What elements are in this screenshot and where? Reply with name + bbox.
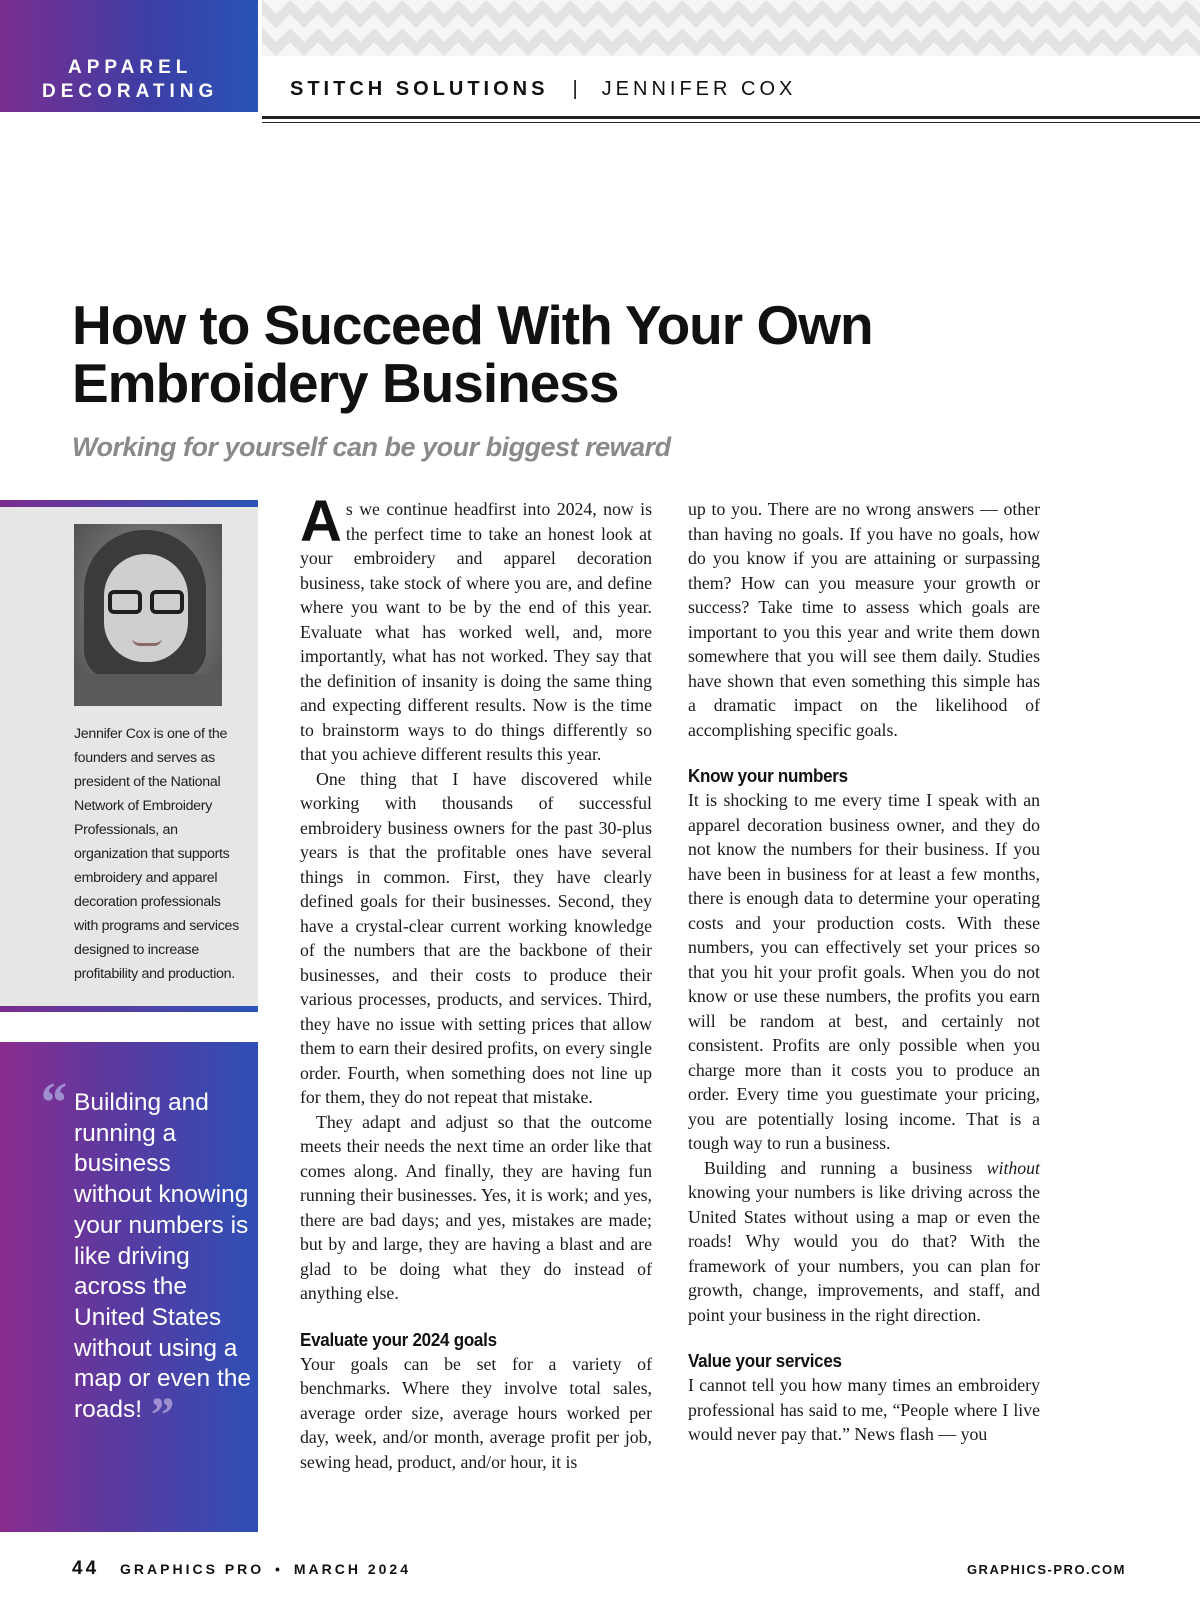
article-subtitle: Working for yourself can be your biggest reward bbox=[72, 432, 671, 462]
paragraph: I cannot tell you how many times an embroidery professional has said to me, “People where I live would never pay that.” News flash — you bbox=[688, 1375, 1040, 1444]
section-heading: Value your services bbox=[688, 1350, 842, 1371]
column-author: JENNIFER COX bbox=[601, 78, 797, 100]
column-separator: | bbox=[572, 78, 582, 100]
bio-bottom-rule bbox=[0, 1006, 258, 1012]
website-link[interactable]: GRAPHICS-PRO.COM bbox=[966, 1562, 1126, 1577]
paragraph: Your goals can be set for a variety of benchmarks. Where they involve total sales, average order size, average hours worked per day, week, and/or month, average profit per job, sewing head, product, and/or hour, it is bbox=[300, 1353, 652, 1472]
article-title-line2: Embroidery Business bbox=[72, 352, 619, 414]
author-bio: Jennifer Cox is one of the founders and serves as president of the National Network of Embroidery Professionals, an organization that supports embroidery and apparel decoration professionals with programs and services designed to increase profitability and production. bbox=[74, 726, 239, 982]
paragraph: It is shocking to me every time I speak with an apparel decoration business owner, and they do not know the numbers for their business. If you have been in business for at least a few months, there is enough data to determine your operating costs and your production costs. With these numbers, you can effectively set your prices so that you hit your profit goals. When you do not know or use these numbers, the profits you earn will be random at best, and certainly not consistent. Profits are only possible when you charge more than it costs you to produce an order. Every time you guestimate your pricing, you are potentially losing income. That is a tough way to run a business. bbox=[688, 790, 1040, 1153]
body-column-2 bbox=[688, 497, 1040, 1447]
pull-quote-body bbox=[74, 1088, 252, 1443]
paragraph-text: Building and running a business bbox=[704, 1157, 987, 1178]
section-tag-line2: DECORATING bbox=[42, 81, 219, 102]
drop-cap: A bbox=[300, 489, 342, 554]
header-pattern bbox=[262, 0, 1200, 56]
paragraph: up to you. There are no wrong answers — other than having no goals. If you have no goals, how do you know if you are attaining or surpassing them? How can you measure your growth or success? Take time to assess which goals are important to you this year and write them down somewhere that you will see them daily. Studies have shown that even something this simple has a dramatic impact on the likelihood of accomplishing specific goals. bbox=[688, 499, 1040, 740]
article-title-line1: How to Succeed With Your Own bbox=[72, 294, 873, 356]
section-tag bbox=[0, 0, 258, 112]
paragraph bbox=[688, 1156, 1040, 1328]
paragraph: One thing that I have discovered while working with thousands of successful embroidery business owners for the past 30-plus years is that the profitable ones have several things in common. First, they have clearly defined goals for their businesses. Second, they have a crystal-clear current working knowledge of the numbers that are the backbone of their businesses, and their costs to produce their various processes, products, and services. Third, they have no issue with setting prices that allow them to earn their desired profits, on every single order. Fourth, when something does not line up for them, they do not repeat that mistake. bbox=[300, 768, 652, 1107]
article-title bbox=[72, 296, 1072, 412]
section-heading: Evaluate your 2024 goals bbox=[300, 1328, 497, 1350]
publication-name: GRAPHICS PRO bbox=[120, 1561, 265, 1577]
pull-quote bbox=[0, 1042, 258, 1532]
paragraph: They adapt and adjust so that the outcome meets their needs the next time an order like that comes along. And finally, they are having fun running their businesses. Yes, it is work; and yes, there are bad days; and yes, mistakes are made; but by and large, they are having a blast and are glad to be doing what they do instead of anything else. bbox=[300, 1111, 652, 1303]
paragraph-text: s we continue headfirst into 2024, now is the perfect time to take an honest look at your embroidery and apparel decoration business, take stock of where you are, and define where you want to be by the end of this year. Evaluate what has worked well, and, more importantly, what has not worked. They say that the definition of insanity is doing the same thing and expecting different results. Now is the time to brainstorm ways to do things differently so that you achieve different results this year. bbox=[300, 499, 652, 764]
author-photo bbox=[74, 524, 222, 706]
paragraph bbox=[300, 489, 652, 767]
column-series: STITCH SOLUTIONS bbox=[290, 78, 549, 100]
author-bio-box bbox=[0, 500, 258, 1012]
issue-date: MARCH 2024 bbox=[293, 1561, 411, 1577]
header-rule-thin bbox=[262, 122, 1200, 123]
emphasis-text: without bbox=[986, 1157, 1040, 1178]
folio-bullet: • bbox=[275, 1561, 283, 1577]
body-column-1 bbox=[300, 489, 652, 1474]
folio bbox=[72, 1558, 411, 1582]
close-quote-icon: ” bbox=[148, 1386, 174, 1443]
pull-quote-text: Building and running a business without knowing your numbers is like driving across the United States without using a map or even the roads! bbox=[74, 1089, 252, 1424]
header-rule-thick bbox=[262, 116, 1200, 119]
open-quote-icon: “ bbox=[38, 1072, 66, 1134]
bio-top-rule bbox=[0, 500, 258, 507]
paragraph-text: knowing your numbers is like driving across the United States without using a map or even the roads! Why would you do that? With the framework of your numbers, you can plan for growth, change, improvements, and staff, and point your business in the right direction. bbox=[688, 1182, 1040, 1325]
column-header bbox=[290, 78, 796, 108]
section-heading: Know your numbers bbox=[688, 765, 848, 786]
page-number: 44 bbox=[72, 1558, 100, 1579]
section-tag-line1: APPAREL bbox=[68, 57, 193, 78]
